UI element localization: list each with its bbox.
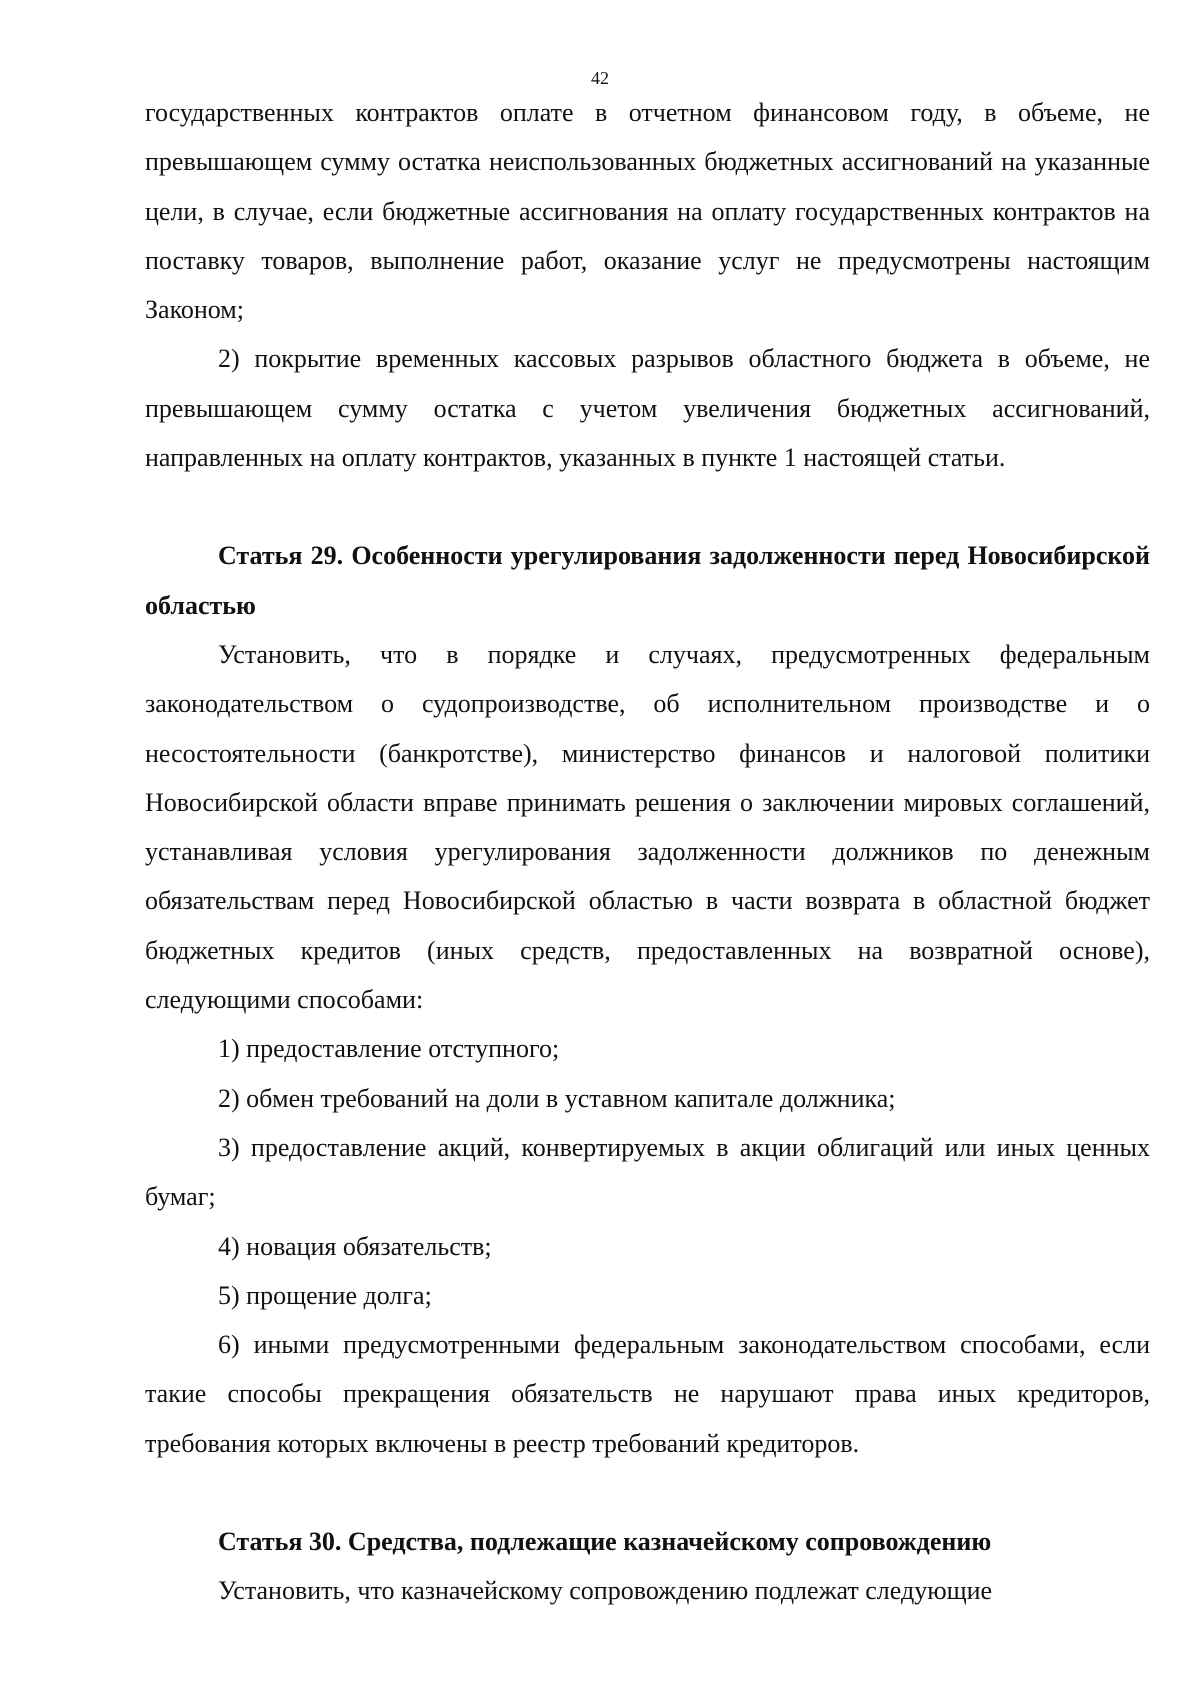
article-30-heading: Статья 30. Средства, подлежащие казначейскому сопровождению	[218, 1527, 992, 1557]
list-item-2: 2) покрытие временных кассовых разрывов областного бюджета в объеме, не превышающем сумму остатка с учетом увеличения бюджетных ассигнований, направленных на оплату контрактов, указанных в пункте 1 настоящей статьи.	[145, 344, 1150, 473]
section-gap	[145, 482, 1150, 531]
article-29-item-4: 4) новация обязательств;	[218, 1231, 492, 1261]
article-29-item-6: 6) иными предусмотренными федеральным законодательством способами, если такие способы прекращения обязательств не нарушают права иных кредиторов, требования которых включены в реестр требований кредиторов.	[145, 1330, 1150, 1458]
article-29-item-3: 3) предоставление акций, конвертируемых в акции облигаций или иных ценных бумаг;	[145, 1132, 1150, 1212]
article-30-intro: Установить, что казначейскому сопровождению подлежат следующие	[218, 1576, 993, 1606]
article-29-intro: Установить, что в порядке и случаях, предусмотренных федеральным законодательством о судопроизводстве, об исполнительном производстве и о несостоятельности (банкротстве), министерство финансов и налоговой политики Новосибирской области вправе принимать решения о заключении мировых соглашений, устанавливая условия урегулирования задолженности должников по денежным обязательствам перед Новосибирской областью в части возврата в областной бюджет бюджетных кредитов (иных средств, предоставленных на возвратной основе), следующими способами:	[145, 639, 1150, 1015]
section-gap	[145, 1468, 1150, 1517]
article-29-item-1: 1) предоставление отступного;	[218, 1034, 560, 1064]
article-29-heading: Статья 29. Особенности урегулирования задолженности перед Новосибирской областью	[145, 541, 1150, 620]
article-29-item-2: 2) обмен требований на доли в уставном капитале должника;	[218, 1083, 896, 1113]
paragraph-continuation: государственных контрактов оплате в отчетном финансовом году, в объеме, не превышающем сумму остатка неиспользованных бюджетных ассигнований на указанные цели, в случае, если бюджетные ассигнования на оплату государственных контрактов на поставку товаров, выполнение работ, оказание услуг не предусмотрены настоящим Законом;	[145, 98, 1150, 325]
page-body	[145, 88, 1150, 1616]
page-number: 42	[591, 68, 609, 88]
article-29-item-5: 5) прощение долга;	[218, 1280, 432, 1310]
